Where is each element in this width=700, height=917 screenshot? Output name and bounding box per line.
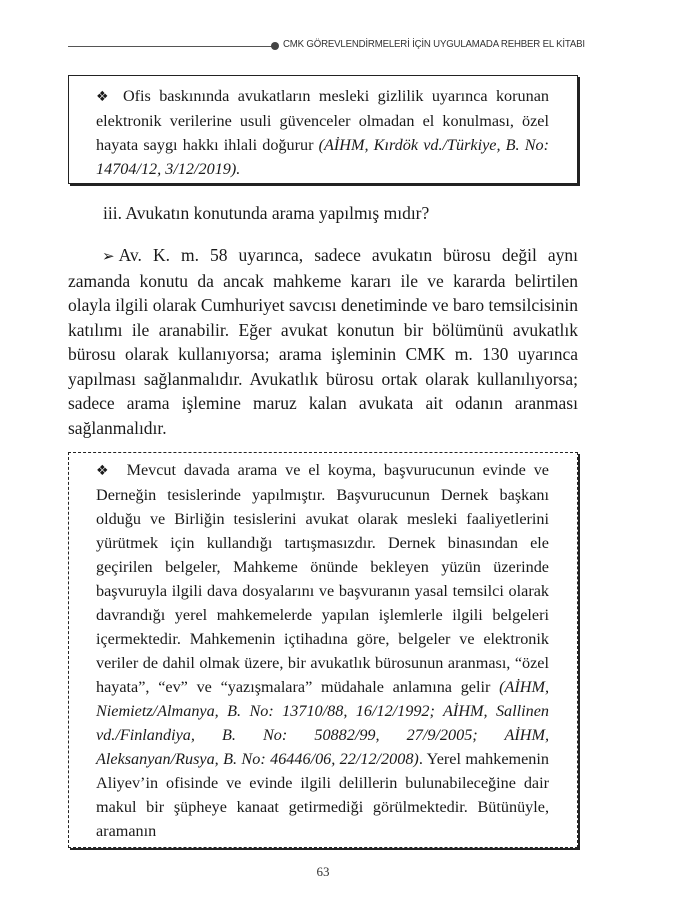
body-paragraph-text: Av. K. m. 58 uyarınca, sadece avukatın bürosu değil aynı zamanda konutu da ancak mahkeme kararı ile ve kararda belirtilen olayla ilgili olarak Cumhuriyet savcısı denetiminde ve baro temsilcisinin katılımı ile aranabilir. Eğer avukat konutun bir bölümünü avukatlık bürosu olarak kullanıyorsa; arama işleminin CMK m. 130 uyarınca yapılması sağlanmalıdır. Avukatlık bürosu ortak olarak kullanılıyorsa; sadece arama işlemine maruz kalan avukata ait odanın aranması sağlanmalıdır.	[68, 245, 578, 438]
diamond-bullet-icon: ❖	[96, 89, 109, 105]
note-box-top-text	[96, 84, 549, 181]
section-question-heading: iii. Avukatın konutunda arama yapılmış mıdır?	[103, 203, 430, 223]
running-header-title: CMK GÖREVLENDİRMELERİ İÇİN UYGULAMADA REHBER EL KİTABI	[283, 38, 585, 50]
note-box-top-body: Ofis baskınında avukatların mesleki gizlilik uyarınca korunan elektronik verilerine usuli güvenceler olmadan el konulması, özel hayata saygı hakkı ihlali doğurur	[96, 87, 549, 154]
header-rule	[68, 46, 273, 47]
body-paragraph	[68, 243, 578, 440]
note-box-bottom-citation: (AİHM, Niemietz/Almanya, B. No: 13710/88, 16/12/1992; AİHM, Sallinen vd./Finlandiya, B. No: 50882/99, 27/9/2005; AİHM, Aleksanyan/Rusya, B. No: 46446/06, 22/12/2008)	[96, 678, 549, 768]
note-box-top-citation: (AİHM, Kırdök vd./Türkiye, B. No: 14704/12, 3/12/2019).	[96, 136, 550, 178]
note-box-bottom-body: Mevcut davada arama ve el koyma, başvurucunun evinde ve Derneğin tesislerinde yapılmıştır. Başvurucunun Dernek başkanı olduğu ve Birliğin tesislerini avukat olarak mesleki faaliyetlerini yürütmek için kullandığı tartışmasızdır. Dernek binasından ele geçirilen belgeler, Mahkeme önünde bekleyen yüzün üzerinde başvuruyla ilgili dava dosyalarını ve başvuranın yasal temsilci olarak davrandığı yerel mahkemelerde yapılan işlemlerle ilgili belgeleri içermektedir. Mahkemenin içtihadına göre, belgeler ve elektronik veriler de dahil olmak üzere, bir avukatlık bürosunun aranması, “özel hayata”, “ev” ve “yazışmalara” müdahale anlamına gelir	[96, 461, 549, 696]
arrow-bullet-icon: ➢	[102, 247, 115, 265]
page-number: 63	[316, 864, 330, 879]
diamond-bullet-icon: ❖	[96, 463, 109, 479]
note-box-bottom-continuation: . Yerel mahkemenin Aliyev’in ofisinde ve evinde ilgili delillerin bulunabileceğine dair makul bir şüpheye kanaat getirmediği görülmektedir. Bütünüyle, aramanın	[96, 750, 549, 840]
note-box-bottom-text	[96, 458, 549, 843]
header-bullet-dot	[271, 42, 279, 50]
